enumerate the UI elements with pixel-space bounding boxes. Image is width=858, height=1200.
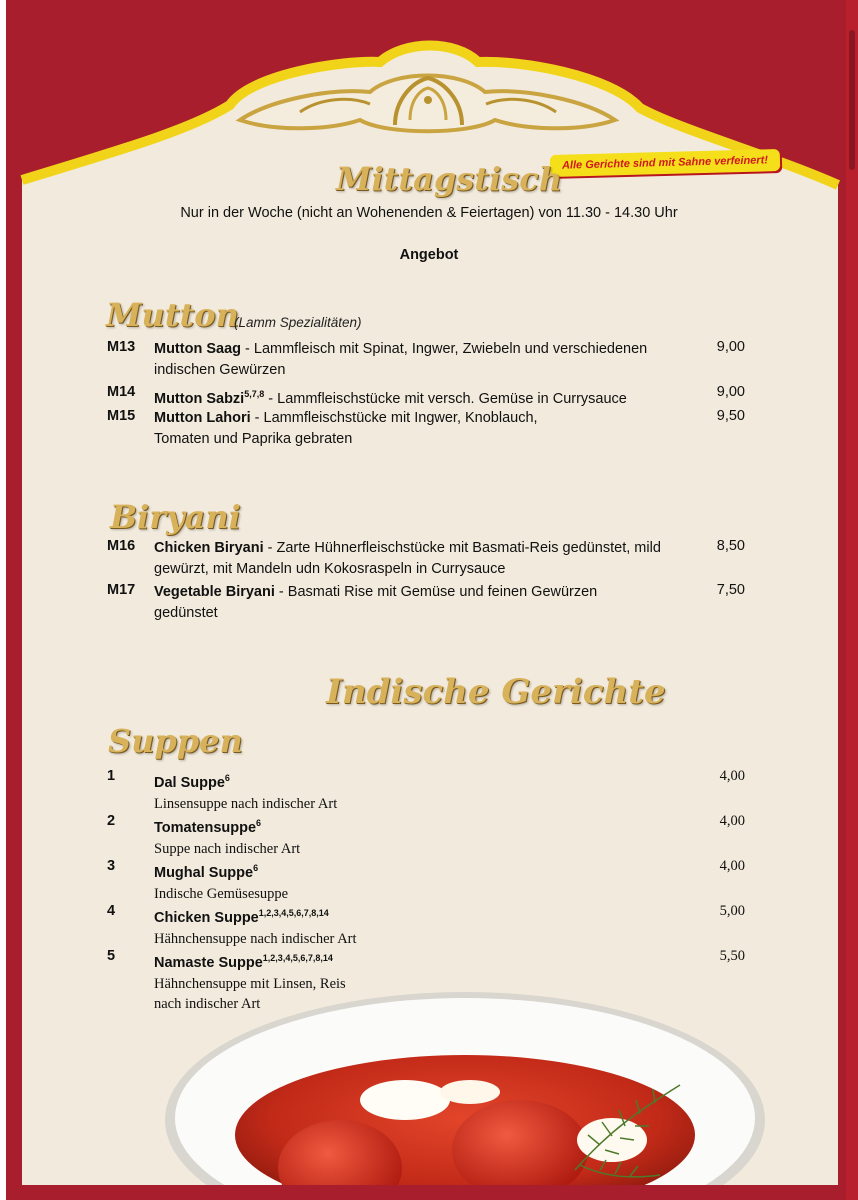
dish-text: - Lammfleisch mit Spinat, Ingwer, Zwiebeln und verschiedenen indischen Gewürzen — [154, 341, 648, 378]
allergens: 1,2,3,4,5,6,7,8,14 — [258, 908, 329, 918]
allergens: 6 — [253, 863, 259, 873]
allergens: 5,7,8 — [244, 389, 265, 399]
mittagstisch-heading: Mittagstisch — [336, 160, 562, 198]
mutton-note: (Lamm Spezialitäten) — [234, 315, 362, 330]
price: 8,50 — [716, 538, 745, 554]
dish-name: Vegetable Biryani — [154, 584, 275, 600]
dish-text: - Basmati Rise mit Gemüse und feinen Gewürzen gedünstet — [154, 584, 598, 621]
mutton-heading: Mutton — [106, 296, 239, 334]
price: 7,50 — [716, 582, 745, 598]
dish-text: - Lammfleischstücke mit versch. Gemüse in Currysauce — [264, 391, 627, 407]
dish-text: Suppe nach indischer Art — [154, 840, 301, 857]
price: 4,00 — [719, 768, 745, 784]
dish-name: Mutton Saag — [154, 341, 241, 357]
allergens: 6 — [224, 773, 230, 783]
menu-code: 5 — [107, 948, 116, 964]
dish-name: Chicken Suppe — [154, 910, 259, 926]
dish-name: Mughal Suppe — [154, 865, 254, 881]
dish-name: Mutton Sabzi — [154, 391, 245, 407]
biryani-heading: Biryani — [110, 498, 241, 536]
allergens: 1,2,3,4,5,6,7,8,14 — [262, 953, 333, 963]
dish-name: Namaste Suppe — [154, 955, 263, 971]
sahne-badge: Alle Gerichte sind mit Sahne verfeinert! — [550, 149, 780, 177]
dish-name: Dal Suppe — [154, 775, 225, 791]
dish-text: Hähnchensuppe nach indischer Art — [154, 930, 357, 947]
menu-code: 1 — [107, 768, 116, 784]
menu-code: M13 — [107, 339, 136, 355]
hours-subtitle: Nur in der Woche (nicht an Wohenenden & Feiertagen) von 11.30 - 14.30 Uhr — [180, 205, 678, 221]
dish-text: Linsensuppe nach indischer Art — [154, 795, 338, 812]
suppen-heading: Suppen — [108, 722, 243, 760]
dish-text: Indische Gemüsesuppe — [154, 885, 289, 902]
menu-code: 2 — [107, 813, 116, 829]
dish-name: Tomatensuppe — [154, 820, 257, 836]
menu-code: M16 — [107, 538, 136, 554]
dish-name: Mutton Lahori — [154, 410, 251, 426]
price: 9,00 — [716, 339, 745, 355]
price: 5,50 — [719, 948, 745, 964]
dish-text: - Lammfleischstücke mit Ingwer, Knoblauch, Tomaten und Paprika gebraten — [154, 410, 538, 447]
price: 4,00 — [719, 813, 745, 829]
dish-text-line2: nach indischer Art — [154, 996, 261, 1012]
menu-code: M15 — [107, 408, 136, 424]
menu-code: 4 — [107, 903, 116, 919]
allergens: 6 — [256, 818, 262, 828]
dish-name: Chicken Biryani — [154, 540, 264, 556]
menu-code: M17 — [107, 582, 136, 598]
dish-text: - Zarte Hühnerfleischstücke mit Basmati-Reis gedünstet, mild gewürzt, mit Mandeln udn Kokosraspeln in Currysauce — [154, 540, 661, 577]
price: 9,50 — [716, 408, 745, 424]
menu-code: 3 — [107, 858, 116, 874]
price: 9,00 — [716, 384, 745, 400]
indische-gerichte-heading: Indische Gerichte — [326, 672, 666, 712]
price: 5,00 — [719, 903, 745, 919]
menu-code: M14 — [107, 384, 136, 400]
dish-text: Hähnchensuppe mit Linsen, Reis — [154, 975, 346, 992]
angebot-label: Angebot — [399, 247, 459, 263]
price: 4,00 — [719, 858, 745, 874]
